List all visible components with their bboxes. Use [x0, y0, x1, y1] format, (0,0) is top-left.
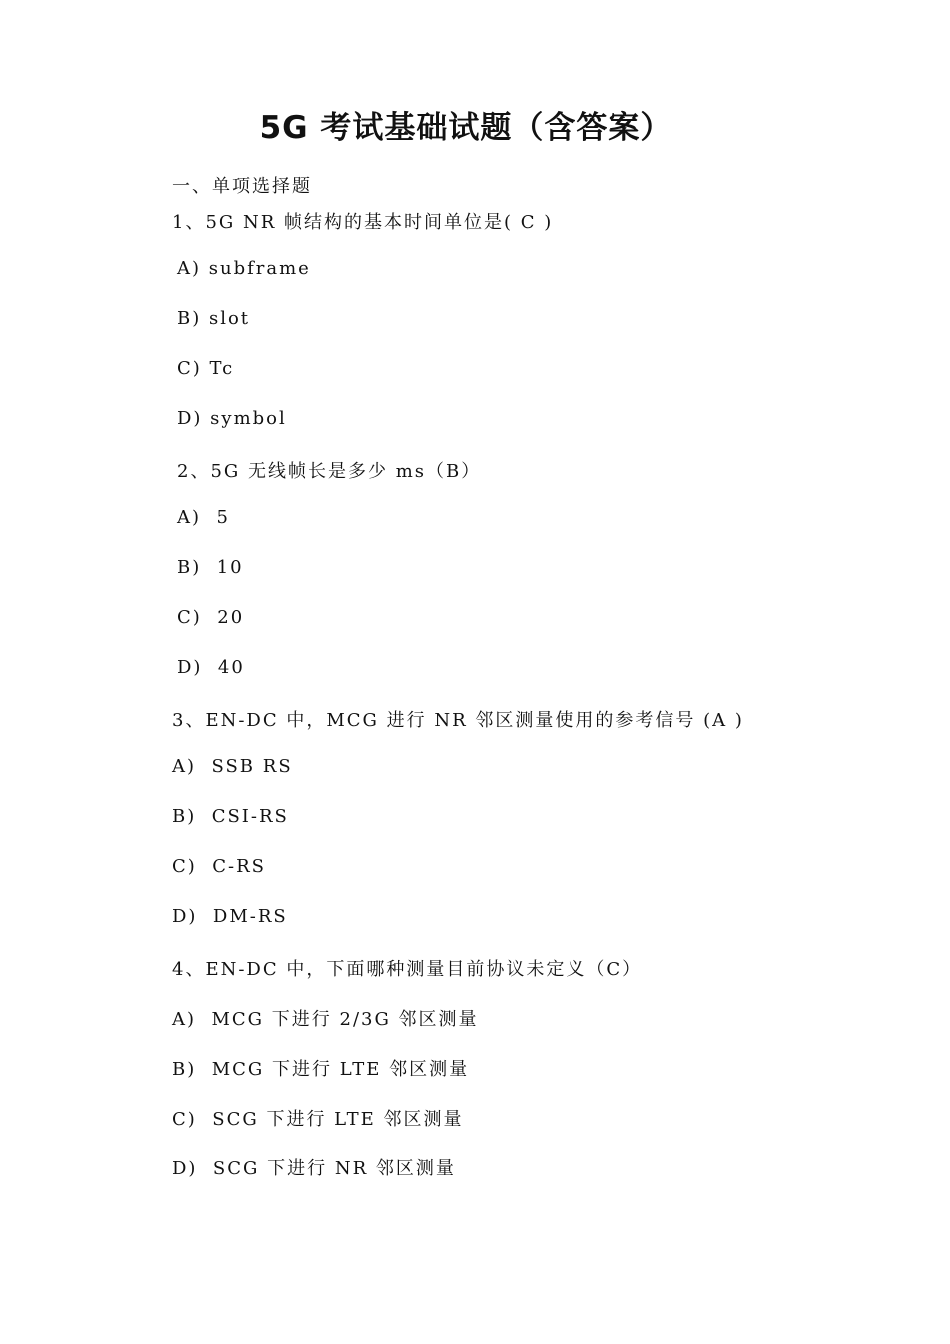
- option-2-c: C) 20: [177, 607, 245, 628]
- option-3-a: A) SSB RS: [172, 756, 293, 777]
- option-4-d: D) SCG 下进行 NR 邻区测量: [172, 1158, 456, 1179]
- question-stem-3: 3、EN-DC 中，MCG 进行 NR 邻区测量使用的参考信号 (A ): [172, 710, 744, 731]
- option-3-b: B) CSI-RS: [172, 806, 289, 827]
- option-1-a: A) subframe: [177, 258, 311, 279]
- question-stem-4: 4、EN-DC 中，下面哪种测量目前协议未定义（C）: [172, 959, 643, 980]
- option-4-b: B) MCG 下进行 LTE 邻区测量: [172, 1059, 470, 1080]
- option-1-c: C) Tc: [177, 358, 235, 379]
- option-2-b: B) 10: [177, 557, 244, 578]
- option-4-a: A) MCG 下进行 2/3G 邻区测量: [172, 1009, 479, 1030]
- document-title: 5G 考试基础试题（含答案）: [259, 110, 673, 146]
- option-2-d: D) 40: [177, 657, 245, 678]
- option-1-d: D) symbol: [177, 408, 287, 429]
- section-heading: 一、单项选择题: [172, 176, 312, 197]
- question-stem-2: 2、5G 无线帧长是多少 ms（B）: [177, 461, 482, 482]
- option-4-c: C) SCG 下进行 LTE 邻区测量: [172, 1109, 464, 1130]
- option-3-c: C) C-RS: [172, 856, 266, 877]
- option-2-a: A) 5: [177, 507, 230, 528]
- option-3-d: D) DM-RS: [172, 906, 288, 927]
- question-stem-1: 1、5G NR 帧结构的基本时间单位是( C ): [172, 212, 554, 233]
- option-1-b: B) slot: [177, 308, 251, 329]
